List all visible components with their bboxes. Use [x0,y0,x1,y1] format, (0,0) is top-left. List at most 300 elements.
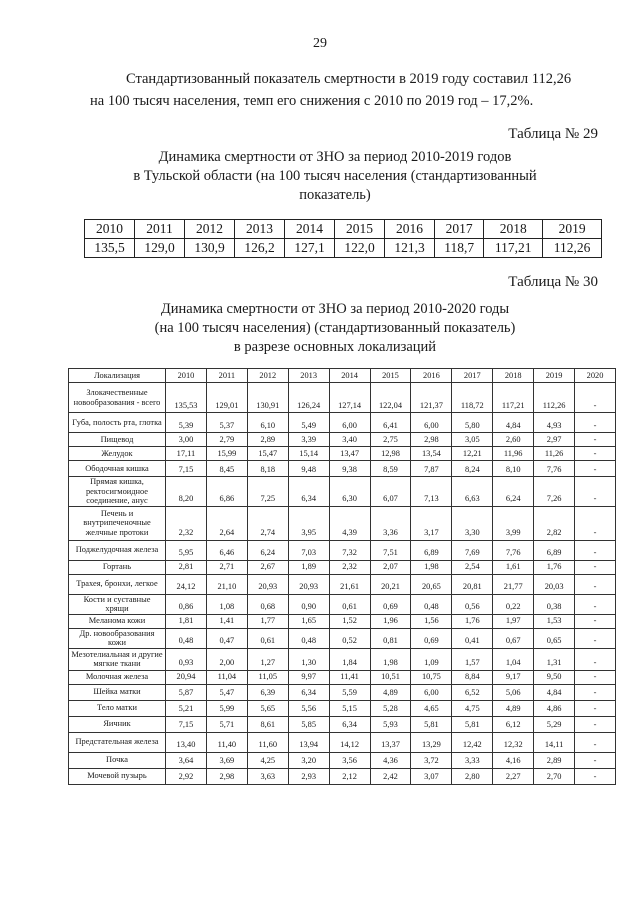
value-cell: 1,52 [329,614,370,628]
value-cell: 118,7 [435,239,484,258]
table-row [69,732,616,752]
value-cell: 9,48 [288,461,329,477]
value-cell: 4,84 [493,413,534,433]
value-cell: 1,84 [329,648,370,670]
value-cell: 2,75 [370,433,411,447]
table29-title-line: показатель) [299,187,371,203]
value-cell: 3,95 [288,506,329,540]
value-cell: 21,10 [206,574,247,594]
table-row [69,383,616,413]
value-cell: 14,11 [534,732,575,752]
value-cell: 5,29 [534,716,575,732]
value-cell: 1,04 [493,648,534,670]
value-cell: 0,41 [452,628,493,648]
value-cell: 4,86 [534,700,575,716]
value-cell: 3,33 [452,752,493,768]
header-cell: 2018 [493,369,534,383]
value-cell: 6,24 [493,477,534,507]
value-cell: 7,32 [329,540,370,560]
value-cell: 15,99 [206,447,247,461]
value-cell: 7,51 [370,540,411,560]
value-cell: 5,80 [452,413,493,433]
intro-line-1: Стандартизованный показатель смертности в 2019 году составил 112,26 [126,71,572,87]
table-row [69,628,616,648]
value-cell: 8,10 [493,461,534,477]
value-cell: 0,48 [288,628,329,648]
value-cell: - [575,732,616,752]
year-cell: 2011 [135,220,185,239]
value-cell: 12,42 [452,732,493,752]
value-cell: 8,59 [370,461,411,477]
value-cell: 3,17 [411,506,452,540]
value-cell: 9,97 [288,670,329,684]
header-cell: 2010 [166,369,207,383]
value-cell: 135,5 [85,239,135,258]
value-cell: 20,93 [288,574,329,594]
value-cell: 6,34 [288,477,329,507]
value-cell: 121,3 [385,239,435,258]
localization-cell: Трахея, бронхи, легкое [69,574,166,594]
year-cell: 2014 [285,220,335,239]
table29-title-line: Динамика смертности от ЗНО за период 2010-2019 годов [158,149,512,165]
year-cell: 2017 [435,220,484,239]
value-cell: 126,24 [288,383,329,413]
page-number: 29 [313,36,327,51]
table-row [69,506,616,540]
value-cell: 8,18 [247,461,288,477]
value-cell: 1,77 [247,614,288,628]
table30-title [95,300,575,357]
localization-cell: Тело матки [69,700,166,716]
value-cell: 3,05 [452,433,493,447]
value-cell: 21,77 [493,574,534,594]
value-cell: - [575,648,616,670]
value-cell: 117,21 [493,383,534,413]
value-cell: 20,65 [411,574,452,594]
table29-label: Таблица № 29 [508,126,598,142]
value-cell: 24,12 [166,574,207,594]
value-cell: 21,61 [329,574,370,594]
value-cell: 20,81 [452,574,493,594]
value-cell: 0,86 [166,594,207,614]
value-cell: 0,81 [370,628,411,648]
value-cell: 1,31 [534,648,575,670]
table30 [68,368,616,785]
value-cell: 15,14 [288,447,329,461]
value-cell: 15,47 [247,447,288,461]
value-cell: 6,46 [206,540,247,560]
value-cell: 2,81 [166,560,207,574]
value-cell: 0,22 [493,594,534,614]
value-cell: 6,89 [411,540,452,560]
table-row [69,700,616,716]
value-cell: 6,89 [534,540,575,560]
year-cell: 2019 [543,220,602,239]
value-cell: 5,85 [288,716,329,732]
table30-title-line: (на 100 тысяч населения) (стандартизованный показатель) [154,320,516,336]
localization-cell: Молочная железа [69,670,166,684]
value-cell: 0,38 [534,594,575,614]
value-cell: 5,15 [329,700,370,716]
value-cell: 2,97 [534,433,575,447]
value-cell: - [575,594,616,614]
value-cell: 6,07 [370,477,411,507]
header-cell: 2013 [288,369,329,383]
value-cell: 1,08 [206,594,247,614]
value-cell: 7,69 [452,540,493,560]
value-cell: 2,64 [206,506,247,540]
value-cell: 1,76 [452,614,493,628]
value-cell: 1,09 [411,648,452,670]
table-row [69,614,616,628]
value-cell: 1,98 [370,648,411,670]
localization-cell: Губа, полость рта, глотка [69,413,166,433]
year-cell: 2010 [85,220,135,239]
localization-cell: Прямая кишка, ректосигмоидное соединение, анус [69,477,166,507]
value-cell: 6,34 [288,684,329,700]
value-cell: 2,67 [247,560,288,574]
value-cell: 17,11 [166,447,207,461]
value-cell: 10,51 [370,670,411,684]
value-cell: 7,13 [411,477,452,507]
value-cell: 2,07 [370,560,411,574]
value-cell: 5,49 [288,413,329,433]
table30-header-row [69,369,616,383]
table-row [69,540,616,560]
value-cell: 130,91 [247,383,288,413]
value-cell: 5,71 [206,716,247,732]
value-cell: 112,26 [543,239,602,258]
value-cell: 127,14 [329,383,370,413]
value-cell: 5,37 [206,413,247,433]
value-cell: - [575,506,616,540]
table30-title-line: Динамика смертности от ЗНО за период 2010-2020 годы [160,301,510,317]
header-cell: 2012 [247,369,288,383]
value-cell: 118,72 [452,383,493,413]
value-cell: 0,52 [329,628,370,648]
value-cell: 5,28 [370,700,411,716]
value-cell: 4,89 [370,684,411,700]
value-cell: 10,75 [411,670,452,684]
value-cell: 4,75 [452,700,493,716]
value-cell: 12,32 [493,732,534,752]
value-cell: 130,9 [185,239,235,258]
localization-cell: Шейка матки [69,684,166,700]
intro-line-2: на 100 тысяч населения, темп его снижения с 2010 по 2019 год – 17,2%. [90,93,534,109]
value-cell: 129,01 [206,383,247,413]
value-cell: - [575,614,616,628]
value-cell: 3,07 [411,768,452,784]
value-cell: 20,93 [247,574,288,594]
value-cell: 20,21 [370,574,411,594]
value-cell: 11,40 [206,732,247,752]
value-cell: 2,70 [534,768,575,784]
value-cell: 6,00 [329,413,370,433]
value-cell: 127,1 [285,239,335,258]
value-cell: 2,60 [493,433,534,447]
value-cell: 7,25 [247,477,288,507]
value-cell: 4,89 [493,700,534,716]
value-cell: 9,50 [534,670,575,684]
value-cell: 2,54 [452,560,493,574]
value-cell: 3,64 [166,752,207,768]
value-cell: 3,56 [329,752,370,768]
year-cell: 2015 [335,220,385,239]
value-cell: 1,98 [411,560,452,574]
value-cell: 1,96 [370,614,411,628]
value-cell: - [575,433,616,447]
value-cell: 2,92 [166,768,207,784]
value-cell: - [575,461,616,477]
value-cell: 8,45 [206,461,247,477]
value-cell: 11,26 [534,447,575,461]
localization-cell: Меланома кожи [69,614,166,628]
value-cell: 7,76 [534,461,575,477]
localization-cell: Печень и внутрипеченочные желчные протоки [69,506,166,540]
value-cell: 3,72 [411,752,452,768]
value-cell: - [575,670,616,684]
value-cell: 14,12 [329,732,370,752]
year-cell: 2016 [385,220,435,239]
table-row [69,752,616,768]
value-cell: 2,89 [247,433,288,447]
table-row [69,670,616,684]
value-cell: 1,97 [493,614,534,628]
value-cell: 2,12 [329,768,370,784]
value-cell: 4,84 [534,684,575,700]
value-cell: 2,79 [206,433,247,447]
value-cell: 1,57 [452,648,493,670]
value-cell: 5,87 [166,684,207,700]
header-cell: Локализация [69,369,166,383]
value-cell: 5,95 [166,540,207,560]
value-cell: 6,39 [247,684,288,700]
value-cell: 11,41 [329,670,370,684]
value-cell: 2,82 [534,506,575,540]
value-cell: 0,65 [534,628,575,648]
header-cell: 2019 [534,369,575,383]
value-cell: 7,15 [166,461,207,477]
value-cell: 2,00 [206,648,247,670]
value-cell: 0,69 [370,594,411,614]
header-cell: 2017 [452,369,493,383]
value-cell: 4,36 [370,752,411,768]
localization-cell: Др. новообразования кожи [69,628,166,648]
value-cell: 7,03 [288,540,329,560]
value-cell: 5,59 [329,684,370,700]
value-cell: 126,2 [235,239,285,258]
value-cell: 1,81 [166,614,207,628]
value-cell: 7,76 [493,540,534,560]
table-row [69,560,616,574]
value-cell: 8,24 [452,461,493,477]
table-row [69,461,616,477]
value-cell: 3,63 [247,768,288,784]
value-cell: 5,21 [166,700,207,716]
table-row [69,648,616,670]
table-row [69,684,616,700]
localization-cell: Яичник [69,716,166,732]
table29-values-row [85,239,602,258]
value-cell: 12,21 [452,447,493,461]
value-cell: 0,48 [411,594,452,614]
value-cell: 3,40 [329,433,370,447]
value-cell: 4,39 [329,506,370,540]
value-cell: 7,26 [534,477,575,507]
table29 [84,219,602,258]
table29-title [95,148,575,205]
value-cell: 5,56 [288,700,329,716]
value-cell: - [575,413,616,433]
value-cell: - [575,628,616,648]
value-cell: 6,30 [329,477,370,507]
value-cell: 6,00 [411,413,452,433]
value-cell: 6,34 [329,716,370,732]
year-cell: 2018 [484,220,543,239]
value-cell: 6,86 [206,477,247,507]
value-cell: - [575,716,616,732]
value-cell: 20,94 [166,670,207,684]
value-cell: 7,15 [166,716,207,732]
localization-cell: Злокачественные новообразования - всего [69,383,166,413]
value-cell: 8,61 [247,716,288,732]
value-cell: 2,32 [329,560,370,574]
table29-years-row [85,220,602,239]
value-cell: 3,36 [370,506,411,540]
value-cell: 1,41 [206,614,247,628]
value-cell: 8,20 [166,477,207,507]
value-cell: 2,80 [452,768,493,784]
value-cell: 2,98 [411,433,452,447]
value-cell: - [575,383,616,413]
value-cell: 3,39 [288,433,329,447]
value-cell: 13,40 [166,732,207,752]
value-cell: 5,65 [247,700,288,716]
value-cell: 0,56 [452,594,493,614]
table-row [69,594,616,614]
value-cell: 1,27 [247,648,288,670]
table-row [69,768,616,784]
value-cell: 13,29 [411,732,452,752]
value-cell: 122,0 [335,239,385,258]
value-cell: 11,05 [247,670,288,684]
value-cell: 117,21 [484,239,543,258]
value-cell: 0,61 [247,628,288,648]
value-cell: 2,42 [370,768,411,784]
value-cell: 3,20 [288,752,329,768]
value-cell: 3,00 [166,433,207,447]
value-cell: 1,65 [288,614,329,628]
value-cell: 9,38 [329,461,370,477]
localization-cell: Мочевой пузырь [69,768,166,784]
localization-cell: Мезотелиальная и другие мягкие ткани [69,648,166,670]
localization-cell: Поджелудочная железа [69,540,166,560]
table30-title-line: в разрезе основных локализаций [233,339,437,355]
value-cell: 0,48 [166,628,207,648]
value-cell: 11,60 [247,732,288,752]
value-cell: 0,90 [288,594,329,614]
table-row [69,574,616,594]
value-cell: 2,32 [166,506,207,540]
value-cell: - [575,684,616,700]
table-row [69,413,616,433]
localization-cell: Пищевод [69,433,166,447]
value-cell: 3,69 [206,752,247,768]
value-cell: 1,56 [411,614,452,628]
value-cell: 6,24 [247,540,288,560]
value-cell: - [575,447,616,461]
value-cell: 8,84 [452,670,493,684]
header-cell: 2016 [411,369,452,383]
year-cell: 2012 [185,220,235,239]
value-cell: 0,67 [493,628,534,648]
value-cell: 6,52 [452,684,493,700]
value-cell: 1,76 [534,560,575,574]
value-cell: 5,93 [370,716,411,732]
value-cell: 1,89 [288,560,329,574]
localization-cell: Желудок [69,447,166,461]
value-cell: - [575,752,616,768]
table-row [69,716,616,732]
value-cell: 11,04 [206,670,247,684]
value-cell: 2,74 [247,506,288,540]
localization-cell: Гортань [69,560,166,574]
value-cell: 135,53 [166,383,207,413]
table29-title-line: в Тульской области (на 100 тысяч населения (стандартизованный [133,168,537,184]
value-cell: 4,93 [534,413,575,433]
value-cell: 4,16 [493,752,534,768]
value-cell: 6,00 [411,684,452,700]
value-cell: 13,94 [288,732,329,752]
value-cell: 2,98 [206,768,247,784]
value-cell: 129,0 [135,239,185,258]
value-cell: 3,99 [493,506,534,540]
value-cell: 6,41 [370,413,411,433]
value-cell: 5,81 [452,716,493,732]
value-cell: - [575,768,616,784]
table-row [69,447,616,461]
value-cell: 5,99 [206,700,247,716]
value-cell: 5,47 [206,684,247,700]
value-cell: 2,93 [288,768,329,784]
value-cell: - [575,540,616,560]
value-cell: 1,61 [493,560,534,574]
table-row [69,433,616,447]
value-cell: 2,89 [534,752,575,768]
localization-cell: Ободочная кишка [69,461,166,477]
value-cell: 12,98 [370,447,411,461]
localization-cell: Почка [69,752,166,768]
value-cell: - [575,700,616,716]
table30-label: Таблица № 30 [508,274,598,290]
table-row [69,477,616,507]
year-cell: 2013 [235,220,285,239]
value-cell: 0,47 [206,628,247,648]
header-cell: 2015 [370,369,411,383]
value-cell: - [575,477,616,507]
value-cell: 0,93 [166,648,207,670]
value-cell: 13,54 [411,447,452,461]
value-cell: - [575,574,616,594]
value-cell: 1,30 [288,648,329,670]
value-cell: 9,17 [493,670,534,684]
header-cell: 2014 [329,369,370,383]
value-cell: 112,26 [534,383,575,413]
value-cell: 122,04 [370,383,411,413]
value-cell: 1,53 [534,614,575,628]
header-cell: 2020 [575,369,616,383]
localization-cell: Предстательная железа [69,732,166,752]
